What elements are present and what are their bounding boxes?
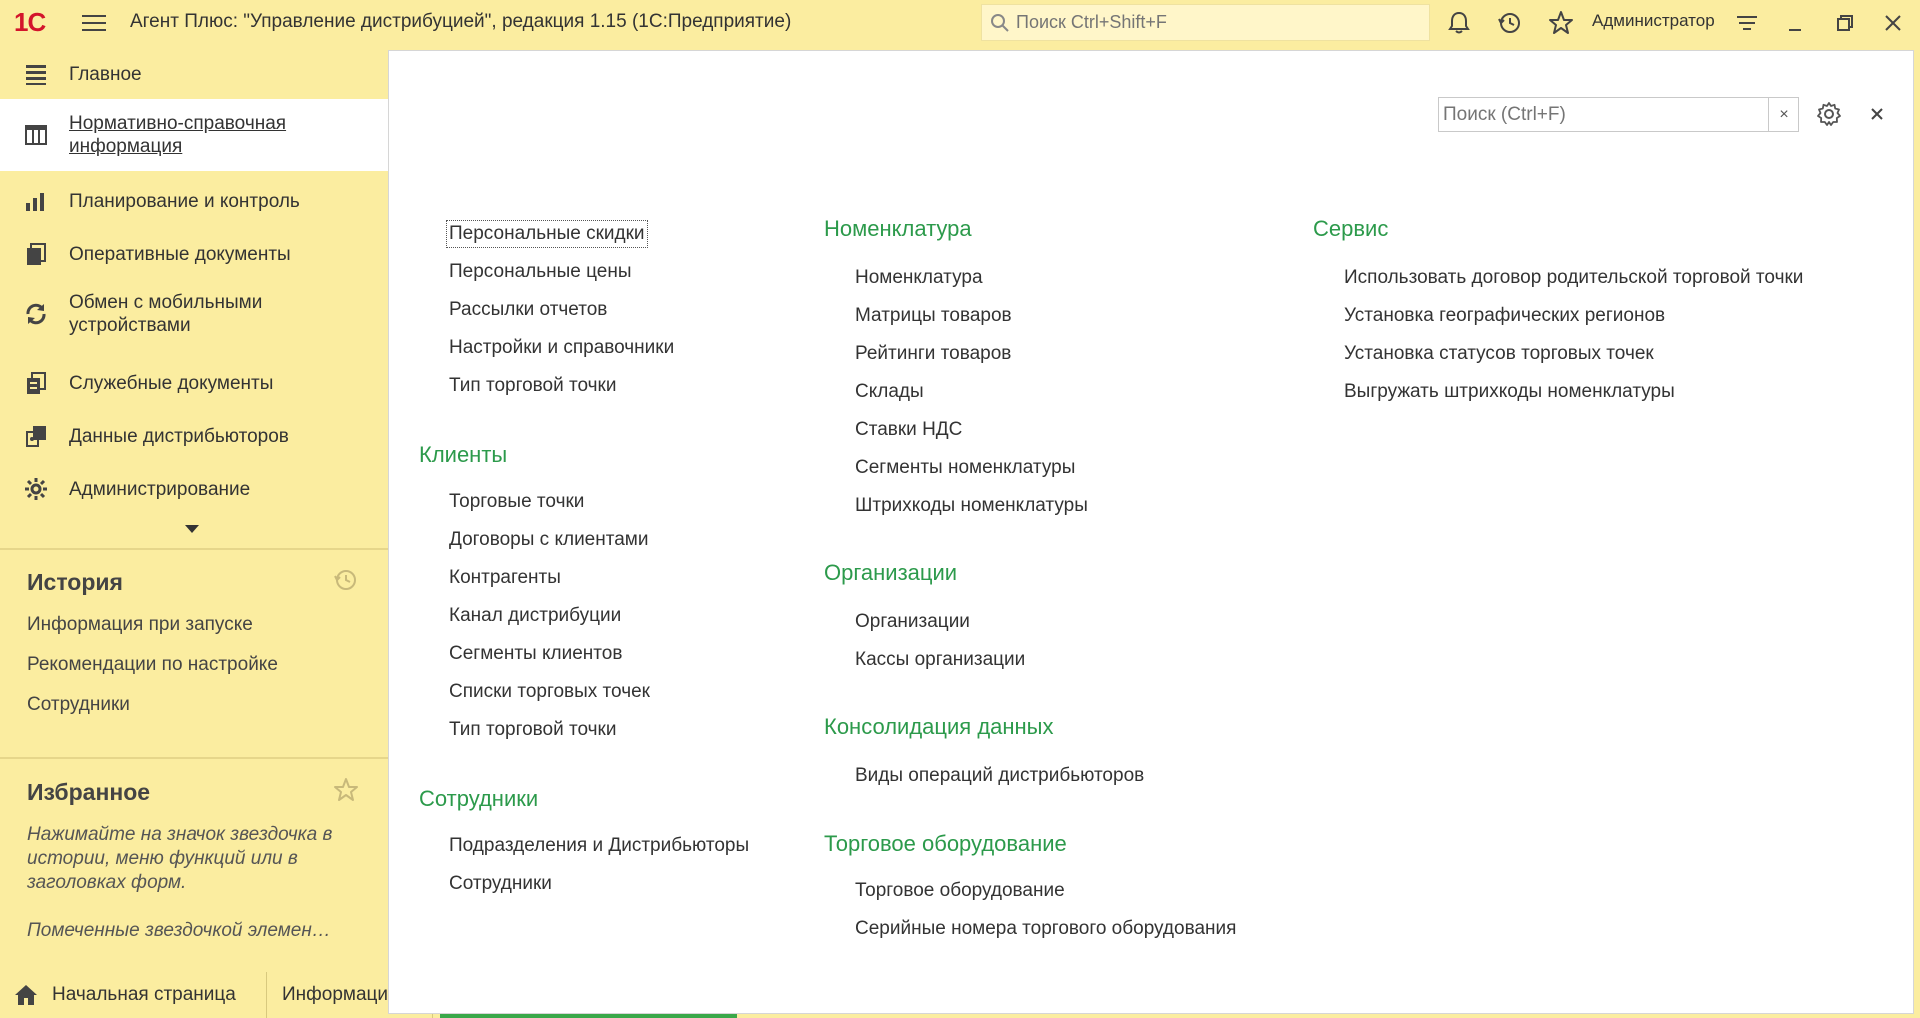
star-icon[interactable] xyxy=(333,777,359,803)
clear-search-button[interactable]: × xyxy=(1768,98,1799,131)
list-icon xyxy=(24,62,48,86)
link-item[interactable]: Тип торговой точки xyxy=(449,719,617,740)
section-title-service: Сервис xyxy=(1313,216,1389,241)
history-link[interactable]: Сотрудники xyxy=(27,694,130,715)
settings-lines-icon[interactable] xyxy=(1734,10,1760,36)
title-bar xyxy=(0,0,1920,45)
sidebar-item-label: Данные дистрибьюторов xyxy=(69,425,289,447)
section-title-trade-equipment: Торговое оборудование xyxy=(824,831,1067,856)
section-title-organizations: Организации xyxy=(824,560,958,585)
minimize-icon[interactable] xyxy=(1782,10,1808,36)
sidebar-item-main[interactable] xyxy=(0,53,388,95)
more-sections-arrow-icon[interactable] xyxy=(185,525,199,533)
global-search[interactable] xyxy=(981,4,1430,41)
link-item[interactable]: Контрагенты xyxy=(449,567,561,588)
sidebar-item-planning[interactable] xyxy=(0,180,388,222)
tab-label: Начальная страница xyxy=(52,984,236,1005)
link-item[interactable]: Торговые точки xyxy=(449,491,585,512)
sidebar-item-reference-info[interactable] xyxy=(0,99,388,171)
link-item[interactable]: Ставки НДС xyxy=(855,419,963,440)
link-item[interactable]: Использовать договор родительской торговой точки xyxy=(1344,267,1804,288)
tab-label: Информаци xyxy=(282,984,388,1005)
divider xyxy=(0,548,388,550)
link-report-mailings[interactable]: Рассылки отчетов xyxy=(449,299,608,320)
sidebar-item-label: Обмен с мобильными устройствами xyxy=(69,292,263,336)
sidebar-item-label: Служебные документы xyxy=(69,372,274,394)
sidebar-item-label: Нормативно-справочная информация xyxy=(69,113,287,157)
restore-icon[interactable] xyxy=(1832,10,1858,36)
gear-icon[interactable] xyxy=(1815,100,1843,128)
menu-icon[interactable] xyxy=(82,12,106,32)
star-icon[interactable] xyxy=(1548,10,1574,36)
user-name[interactable]: Администратор xyxy=(1592,11,1715,30)
link-item[interactable]: Подразделения и Дистрибьюторы xyxy=(449,835,750,856)
catalog-icon xyxy=(24,123,48,147)
close-icon[interactable] xyxy=(1866,103,1888,125)
app-logo[interactable]: 1С xyxy=(14,6,46,37)
link-item[interactable]: Склады xyxy=(855,381,924,402)
link-item[interactable]: Матрицы товаров xyxy=(855,305,1012,326)
sidebar-item-mobile-exchange[interactable] xyxy=(0,288,388,340)
history-icon[interactable] xyxy=(1497,10,1523,36)
app-title: Агент Плюс: "Управление дистрибуцией", редакция 1.15 (1С:Предприятие) xyxy=(130,11,792,32)
sidebar-item-label: Планирование и контроль xyxy=(69,190,300,212)
favorites-hint: Нажимайте на значок звездочка в истории, меню функций или в заголовках форм. xyxy=(27,824,333,893)
link-outlet-type[interactable]: Тип торговой точки xyxy=(449,375,617,396)
divider xyxy=(0,757,388,759)
link-item[interactable]: Штрихкоды номенклатуры xyxy=(855,495,1088,516)
link-item[interactable]: Номенклатура xyxy=(855,267,983,288)
documents-icon xyxy=(24,242,48,266)
link-item[interactable]: Виды операций дистрибьюторов xyxy=(855,765,1145,786)
link-item[interactable]: Сегменты клиентов xyxy=(449,643,623,664)
sync-icon xyxy=(24,302,48,326)
link-item[interactable]: Организации xyxy=(855,611,970,632)
close-icon[interactable] xyxy=(1880,10,1906,36)
link-personal-discounts[interactable]: Персональные скидки xyxy=(449,223,645,244)
link-item[interactable]: Установка географических регионов xyxy=(1344,305,1666,326)
link-personal-prices[interactable]: Персональные цены xyxy=(449,261,632,282)
section-title-employees: Сотрудники xyxy=(419,786,539,811)
favorites-title: Избранное xyxy=(27,779,151,805)
divider xyxy=(266,972,267,1018)
sidebar-item-administration[interactable] xyxy=(0,468,388,510)
link-item[interactable]: Канал дистрибуции xyxy=(449,605,622,626)
gear-icon xyxy=(24,477,48,501)
link-item[interactable]: Кассы организации xyxy=(855,649,1026,670)
section-title-nomenclature: Номенклатура xyxy=(824,216,972,241)
global-search-input[interactable] xyxy=(982,5,1429,40)
history-icon[interactable] xyxy=(333,567,359,593)
tab-home[interactable] xyxy=(0,972,266,1018)
section-title-data-consolidation: Консолидация данных xyxy=(824,714,1054,739)
link-item[interactable]: Серийные номера торгового оборудования xyxy=(855,918,1237,939)
home-icon xyxy=(14,984,38,1006)
menu-search[interactable] xyxy=(1438,97,1799,132)
search-icon xyxy=(990,13,1010,33)
link-item[interactable]: Договоры с клиентами xyxy=(449,529,649,550)
link-item[interactable]: Торговое оборудование xyxy=(855,880,1065,901)
history-link[interactable]: Информация при запуске xyxy=(27,614,253,635)
link-item[interactable]: Рейтинги товаров xyxy=(855,343,1012,364)
link-settings-catalogs[interactable]: Настройки и справочники xyxy=(449,337,675,358)
link-item[interactable]: Сегменты номенклатуры xyxy=(855,457,1076,478)
section-title-clients: Клиенты xyxy=(419,442,508,467)
sidebar-item-operational-docs[interactable] xyxy=(0,233,388,275)
sidebar-item-label: Оперативные документы xyxy=(69,243,291,265)
sidebar-item-label: Главное xyxy=(69,63,142,85)
sidebar-item-distributor-data[interactable] xyxy=(0,415,388,457)
distributor-icon xyxy=(24,424,48,448)
link-item[interactable]: Списки торговых точек xyxy=(449,681,650,702)
history-link[interactable]: Рекомендации по настройке xyxy=(27,654,278,675)
tab-info[interactable] xyxy=(282,972,388,1018)
chart-icon xyxy=(24,189,48,213)
favorites-hint-2: Помеченные звездочкой элемен… xyxy=(27,920,331,941)
link-item[interactable]: Установка статусов торговых точек xyxy=(1344,343,1654,364)
menu-search-input[interactable] xyxy=(1439,98,1769,131)
sidebar-item-service-docs[interactable] xyxy=(0,362,388,404)
history-title: История xyxy=(27,569,123,595)
sidebar xyxy=(0,45,388,972)
sidebar-item-label: Администрирование xyxy=(69,478,251,500)
service-docs-icon xyxy=(24,371,48,395)
link-item[interactable]: Выгружать штрихкоды номенклатуры xyxy=(1344,381,1675,402)
bell-icon[interactable] xyxy=(1446,10,1472,36)
link-item[interactable]: Сотрудники xyxy=(449,873,552,894)
